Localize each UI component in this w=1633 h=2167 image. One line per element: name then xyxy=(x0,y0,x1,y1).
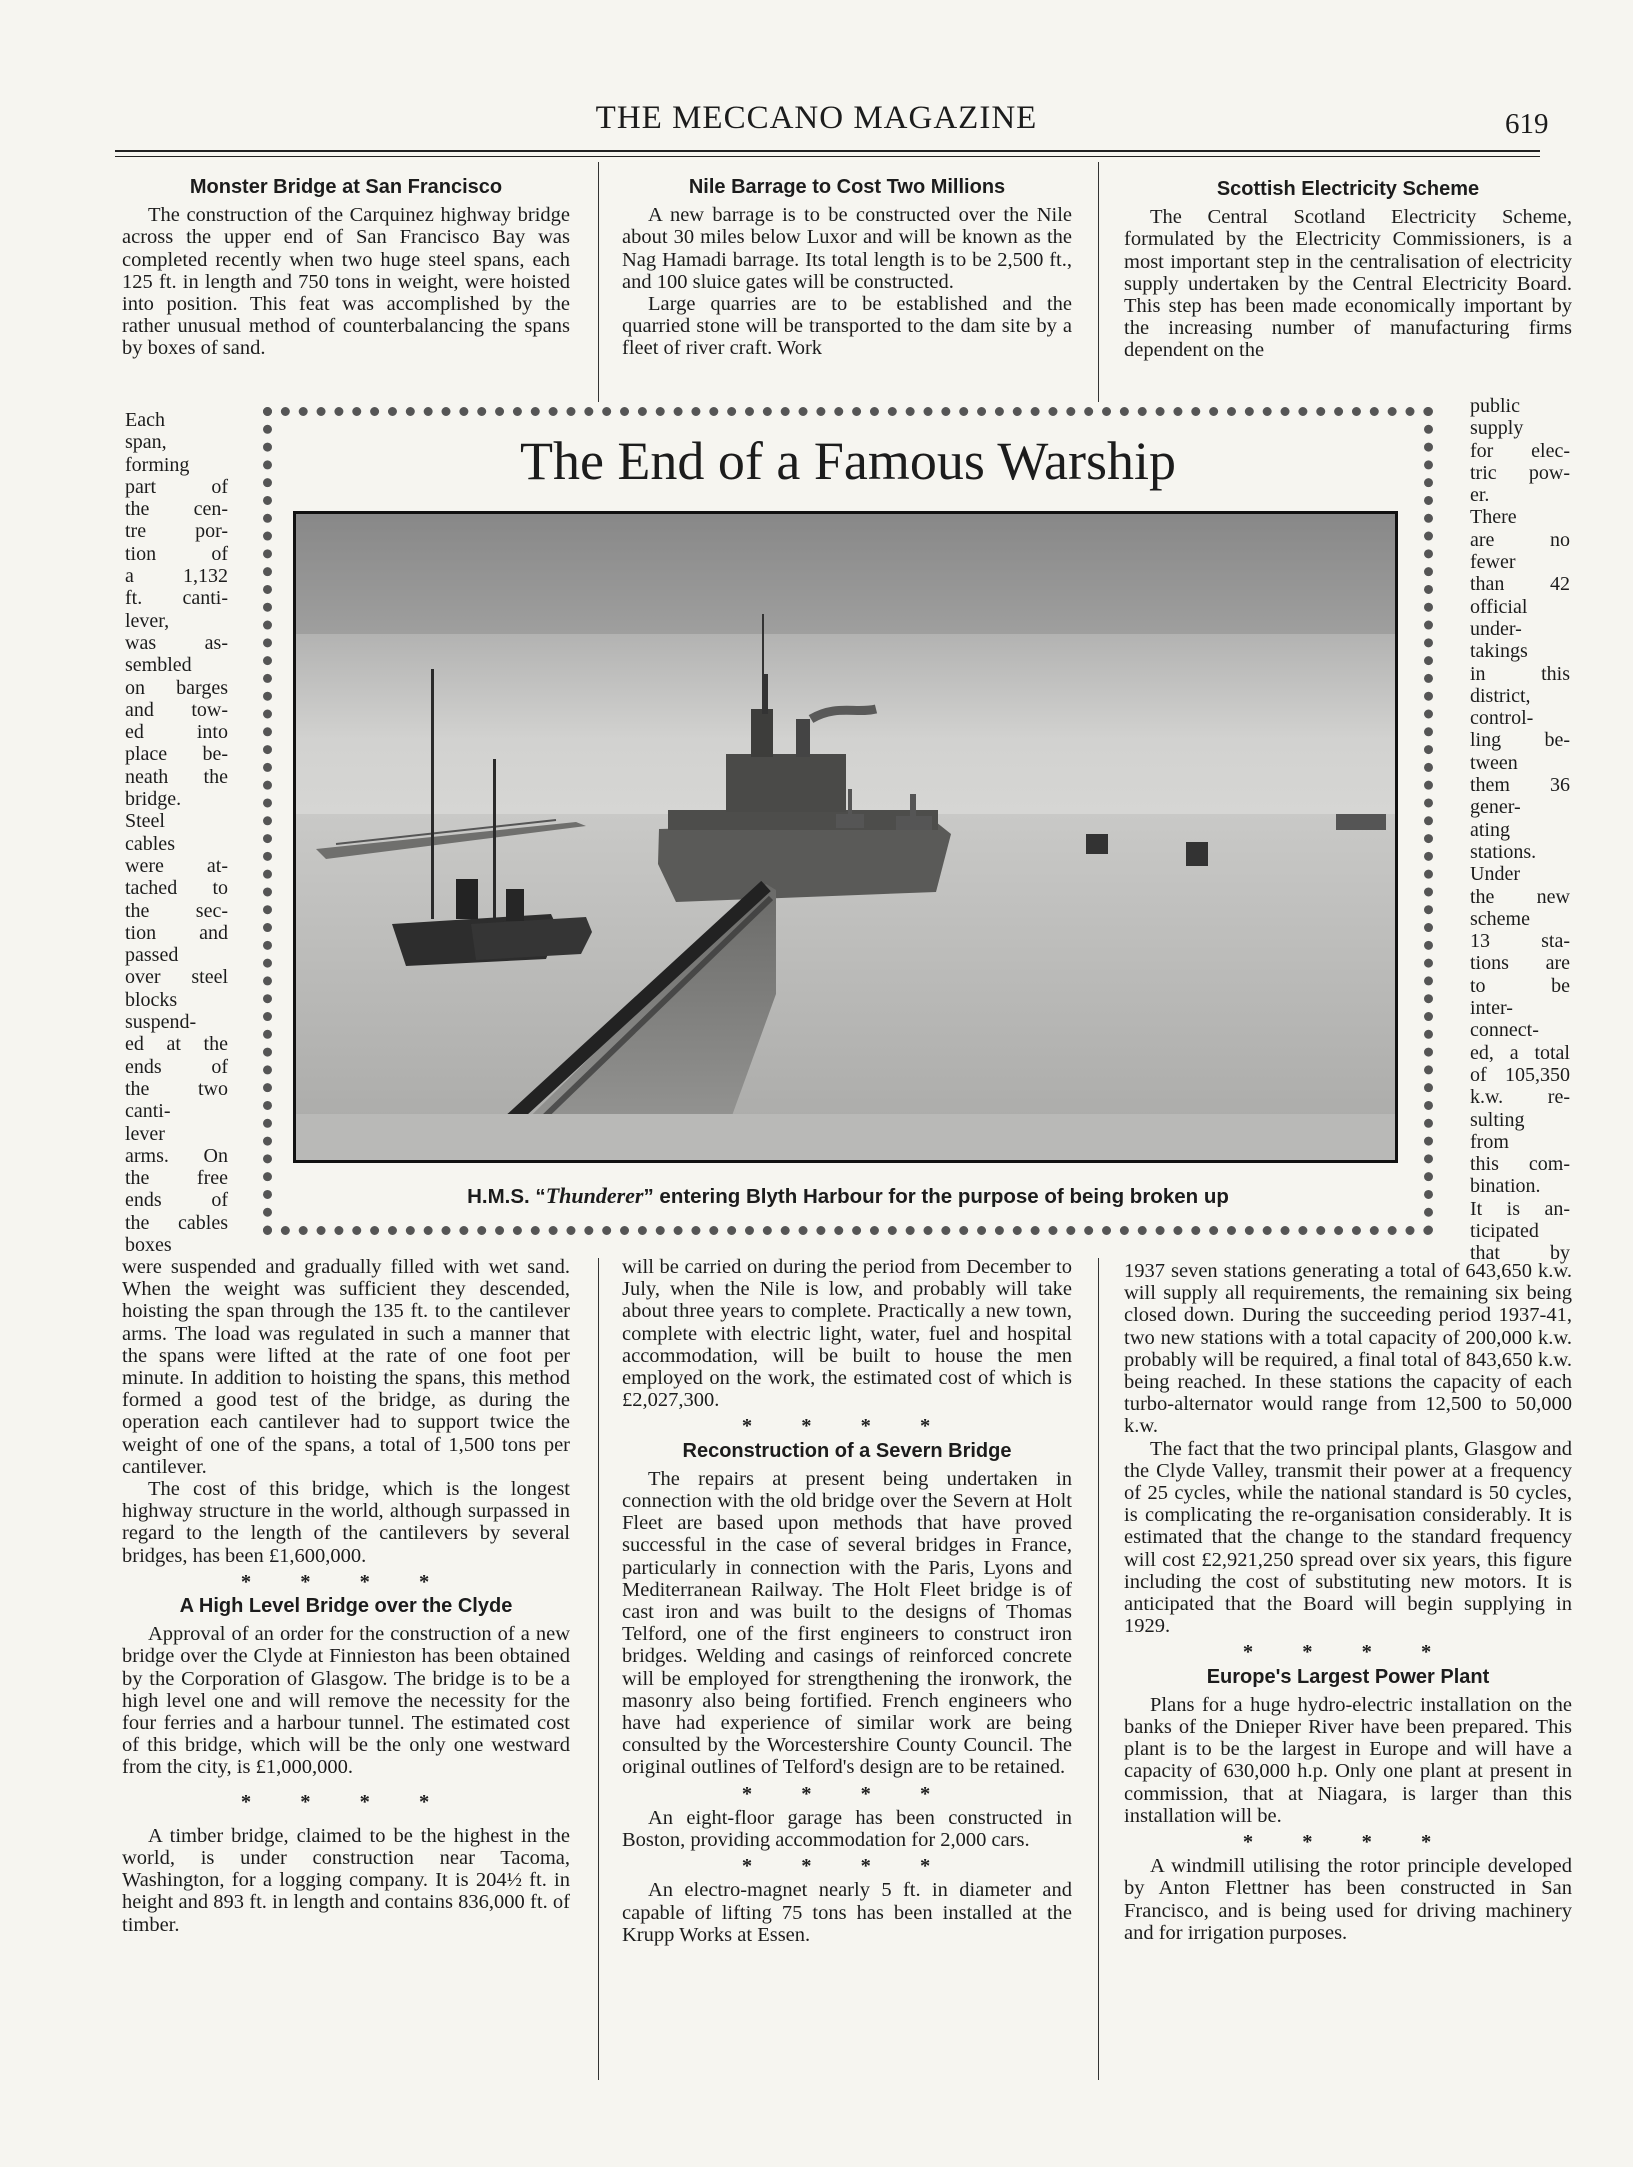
section-separator: * * * * xyxy=(741,1415,953,1438)
narrow-line: There xyxy=(1470,506,1517,529)
article-bridges-continued xyxy=(122,1256,570,1936)
article-paragraph: A new barrage is to be constructed over the Nile about 30 miles below Luxor and will be known as the Nag Hamadi barrage. Its total length is to be 2,500 ft., and 100 sluice gates will be constructed. xyxy=(622,204,1072,293)
narrow-line: tions are xyxy=(1470,952,1570,975)
header-rule-thin xyxy=(115,156,1540,157)
narrow-line: cables xyxy=(125,832,175,855)
narrow-line: lever, xyxy=(125,609,170,632)
narrow-line: Steel xyxy=(125,810,165,833)
narrow-line: blocks xyxy=(125,988,178,1011)
narrow-line: were at- xyxy=(125,854,228,877)
narrow-line: ating xyxy=(1470,818,1510,841)
narrow-line: a 1,132 xyxy=(125,565,228,588)
article-paragraph: A windmill utilising the rotor principle developed by Anton Flettner has been constructed in San Francisco, and is being used for driving machinery and for irrigation purposes. xyxy=(1124,1855,1572,1944)
narrow-line: tion of xyxy=(125,542,228,565)
narrow-line: in this xyxy=(1470,662,1570,685)
narrow-line: the new xyxy=(1470,885,1570,908)
narrow-line: ling be- xyxy=(1470,729,1570,752)
article-paragraph: The Central Scotland Electricity Scheme, formulated by the Electricity Commissioners, is a most important step in the centralisation of electricity supply undertaken by the Central Electricity Board. This step has been made economically important by the increasing number of manufacturing firms dependent on the xyxy=(1124,206,1572,362)
narrow-line: ed at the xyxy=(125,1033,228,1056)
narrow-line: ed, a total xyxy=(1470,1041,1570,1064)
narrow-line: neath the xyxy=(125,765,228,788)
narrow-line: place be- xyxy=(125,743,228,766)
narrow-line: than 42 xyxy=(1470,573,1570,596)
section-separator: * * * * xyxy=(741,1782,953,1805)
narrow-line: was as- xyxy=(125,631,228,654)
narrow-line: on barges xyxy=(125,676,228,699)
narrow-line: part of xyxy=(125,475,228,498)
narrow-line: sulting xyxy=(1470,1108,1525,1131)
narrow-line: them 36 xyxy=(1470,774,1570,797)
column-divider xyxy=(598,1258,599,2080)
photo-caption xyxy=(276,1183,1420,1209)
narrow-line: span, xyxy=(125,431,167,454)
narrow-line: gener- xyxy=(1470,796,1521,819)
narrow-line: under- xyxy=(1470,617,1522,640)
narrow-line: ft. canti- xyxy=(125,587,228,610)
narrow-line: It is an- xyxy=(1470,1197,1570,1220)
narrow-line: tric pow- xyxy=(1470,461,1570,484)
narrow-line: bination. xyxy=(1470,1175,1541,1198)
narrow-line: tion and xyxy=(125,921,228,944)
narrow-line: boxes xyxy=(125,1233,172,1256)
narrow-line: the sec- xyxy=(125,899,228,922)
narrow-line: the cen- xyxy=(125,498,228,521)
narrow-line: tween xyxy=(1470,751,1518,774)
narrow-line: lever xyxy=(125,1122,165,1145)
narrow-line: 13 sta- xyxy=(1470,930,1570,953)
section-separator: * * * * xyxy=(240,1570,452,1593)
article-heading: Nile Barrage to Cost Two Millions xyxy=(688,176,1006,198)
column-divider xyxy=(1098,162,1099,402)
caption-prefix: H.M.S. “ xyxy=(467,1185,546,1208)
section-separator: * * * * xyxy=(1242,1831,1454,1854)
narrow-line: tre por- xyxy=(125,520,228,543)
narrow-line: and tow- xyxy=(125,698,228,721)
article-paragraph: The repairs at present being undertaken in connection with the old bridge over the Severn at Holt Fleet are based upon methods that have proved successful in the case of several bridges in France, particularly in connection with the Paris, Lyons and Mediterranean Railway. The Holt Fleet bridge is of cast iron and was built to the designs of Thomas Telford, one of the first engineers to construct iron bridges. Welding and casings of reinforced concrete will be employed for strengthening the ironwork, the masonry also being fortified. French engineers who have had experience of similar work are being consulted by the Worcestershire County Council. The original outlines of Telford's design are to be retained. xyxy=(622,1467,1072,1779)
caption-suffix: ” entering Blyth Harbour for the purpose of being broken up xyxy=(643,1185,1229,1208)
warship-photo xyxy=(293,511,1398,1163)
article-paragraph: Plans for a huge hydro-electric installation on the banks of the Dnieper River have been prepared. This plant is to be the largest in Europe and will have a capacity of 630,000 h.p. Only one plant at present in commission, that at Niagara, is larger than this installation will be. xyxy=(1124,1693,1572,1827)
narrow-line: ends of xyxy=(125,1055,228,1078)
article-scottish-electricity xyxy=(1124,178,1572,362)
narrow-line: tached to xyxy=(125,877,228,900)
section-separator: * * * * xyxy=(741,1855,953,1878)
narrow-line: er. xyxy=(1470,484,1490,507)
narrow-line: canti- xyxy=(125,1100,171,1123)
narrow-line: official xyxy=(1470,595,1528,618)
narrow-text-right xyxy=(1470,395,1570,1265)
article-paragraph: Large quarries are to be established and the quarried stone will be transported to the dam site by a fleet of river craft. Work xyxy=(622,293,1072,360)
narrow-line: ends of xyxy=(125,1189,228,1212)
narrow-line: fewer xyxy=(1470,551,1516,574)
narrow-line: ed into xyxy=(125,721,228,744)
narrow-line: of 105,350 xyxy=(1470,1063,1570,1086)
article-heading: A High Level Bridge over the Clyde xyxy=(179,1595,513,1618)
article-paragraph: The fact that the two principal plants, Glasgow and the Clyde Valley, transmit their power at a frequency of 25 cycles, while the national standard is 50 cycles, is complicating the re-organisation considerably. It is estimated that the change to the standard frequency will cost £2,921,250 spread over six years, this figure including the cost of substituting new motors. It is anticipated that the Board will begin supplying in 1929. xyxy=(1124,1437,1572,1638)
article-paragraph: 1937 seven stations generating a total of 643,650 k.w. will supply all requirements, the remaining six being closed down. During the succeeding period 1937-41, two new stations with a total capacity of 200,000 k.w. probably will be required, a final total of 843,650 k.w. being reached. In these stations the capacity of each turbo-alternator would range from 12,500 to 50,000 k.w. xyxy=(1124,1260,1572,1438)
article-monster-bridge xyxy=(122,176,570,360)
article-paragraph: The cost of this bridge, which is the longest highway structure in the world, although surpassed in regard to the length of the cantilevers by several bridges, has been £1,600,000. xyxy=(122,1478,570,1567)
narrow-text-left xyxy=(125,409,228,1256)
narrow-line: arms. On xyxy=(125,1144,228,1167)
column-divider xyxy=(1098,1258,1099,2080)
article-nile-barrage xyxy=(622,176,1072,360)
article-paragraph: The construction of the Carquinez highway bridge across the upper end of San Francisco Bay was completed recently when two huge steel spans, each 125 ft. in length and 750 tons in weight, were hoisted into position. This feat was accomplished by the rather unusual method of counterbalancing the spans by boxes of sand. xyxy=(122,204,570,360)
article-heading: Reconstruction of a Severn Bridge xyxy=(682,1439,1012,1462)
narrow-line: takings xyxy=(1470,640,1528,663)
narrow-line: scheme xyxy=(1470,907,1530,930)
article-paragraph: A timber bridge, claimed to be the highest in the world, is under construction near Tacoma, Washington, for a logging company. It is 204½ ft. in height and 893 ft. in length and contains 836,000 ft. of timber. xyxy=(122,1824,570,1936)
narrow-line: forming xyxy=(125,453,190,476)
column-divider xyxy=(598,162,599,402)
narrow-line: control- xyxy=(1470,707,1534,730)
header-rule xyxy=(115,150,1540,152)
masthead-title: THE MECCANO MAGAZINE xyxy=(595,100,1038,136)
narrow-line: this com- xyxy=(1470,1153,1570,1176)
narrow-line: bridge. xyxy=(125,788,182,811)
narrow-line: for elec- xyxy=(1470,439,1570,462)
article-paragraph: were suspended and gradually filled with wet sand. When the weight was sufficient they descended, hoisting the span through the 135 ft. to the cantilever arms. The load was regulated in such a manner that the spans were lifted at the rate of one foot per minute. In addition to hoisting the spans, this method formed a good test of the bridge, as during the operation each cantilever had to support twice the weight of one of the spans, a total of 1,500 tons per cantilever. xyxy=(122,1256,570,1478)
narrow-line: connect- xyxy=(1470,1019,1539,1042)
narrow-line: public xyxy=(1470,395,1520,417)
narrow-line: that by xyxy=(1470,1242,1570,1265)
section-separator: * * * * xyxy=(1242,1641,1454,1664)
narrow-line: stations. xyxy=(1470,840,1537,863)
page-number: 619 xyxy=(1505,108,1549,140)
narrow-line: over steel xyxy=(125,966,228,989)
narrow-line: ticipated xyxy=(1470,1219,1539,1242)
narrow-line: from xyxy=(1470,1130,1509,1153)
article-paragraph: will be carried on during the period from December to July, when the Nile is low, and probably will take about three years to complete. Practically a new town, complete with electric light, water, fuel and hospital accommodation, will be built to house the men employed on the work, the estimated cost of which is £2,027,300. xyxy=(622,1256,1072,1412)
narrow-line: to be xyxy=(1470,974,1570,997)
narrow-line: k.w. re- xyxy=(1470,1086,1570,1109)
narrow-line: the free xyxy=(125,1167,228,1190)
caption-ship-name: Thunderer xyxy=(545,1183,644,1208)
article-electricity-continued xyxy=(1124,1260,1572,1944)
warship-photo-image xyxy=(296,514,1395,1160)
narrow-line: inter- xyxy=(1470,997,1513,1020)
narrow-line: the cables xyxy=(125,1211,228,1234)
narrow-line: supply xyxy=(1470,417,1524,440)
article-heading: Europe's Largest Power Plant xyxy=(1206,1665,1490,1688)
narrow-line: Under xyxy=(1470,863,1520,886)
narrow-line: are no xyxy=(1470,528,1570,551)
narrow-line: the two xyxy=(125,1077,228,1100)
narrow-line: passed xyxy=(125,944,179,967)
article-heading: Scottish Electricity Scheme xyxy=(1216,178,1480,200)
article-nile-continued xyxy=(622,1256,1072,1946)
section-separator: * * * * xyxy=(240,1790,452,1813)
narrow-line: district, xyxy=(1470,684,1531,707)
article-paragraph: Approval of an order for the construction of a new bridge over the Clyde at Finnieston has been obtained by the Corporation of Glasgow. The bridge is to be a high level one and will remove the necessity for the four ferries and a harbour tunnel. The estimated cost of this bridge, which will be the only one westward from the city, is £1,000,000. xyxy=(122,1623,570,1779)
article-paragraph: An electro-magnet nearly 5 ft. in diameter and capable of lifting 75 tons has been installed at the Krupp Works at Essen. xyxy=(622,1879,1072,1946)
article-paragraph: An eight-floor garage has been constructed in Boston, providing accommodation for 2,000 cars. xyxy=(622,1806,1072,1852)
feature-title: The End of a Famous Warship xyxy=(519,431,1177,491)
narrow-line: Each xyxy=(125,409,165,431)
narrow-line: sembled xyxy=(125,654,192,677)
article-heading: Monster Bridge at San Francisco xyxy=(189,176,503,198)
narrow-line: suspend- xyxy=(125,1011,197,1034)
